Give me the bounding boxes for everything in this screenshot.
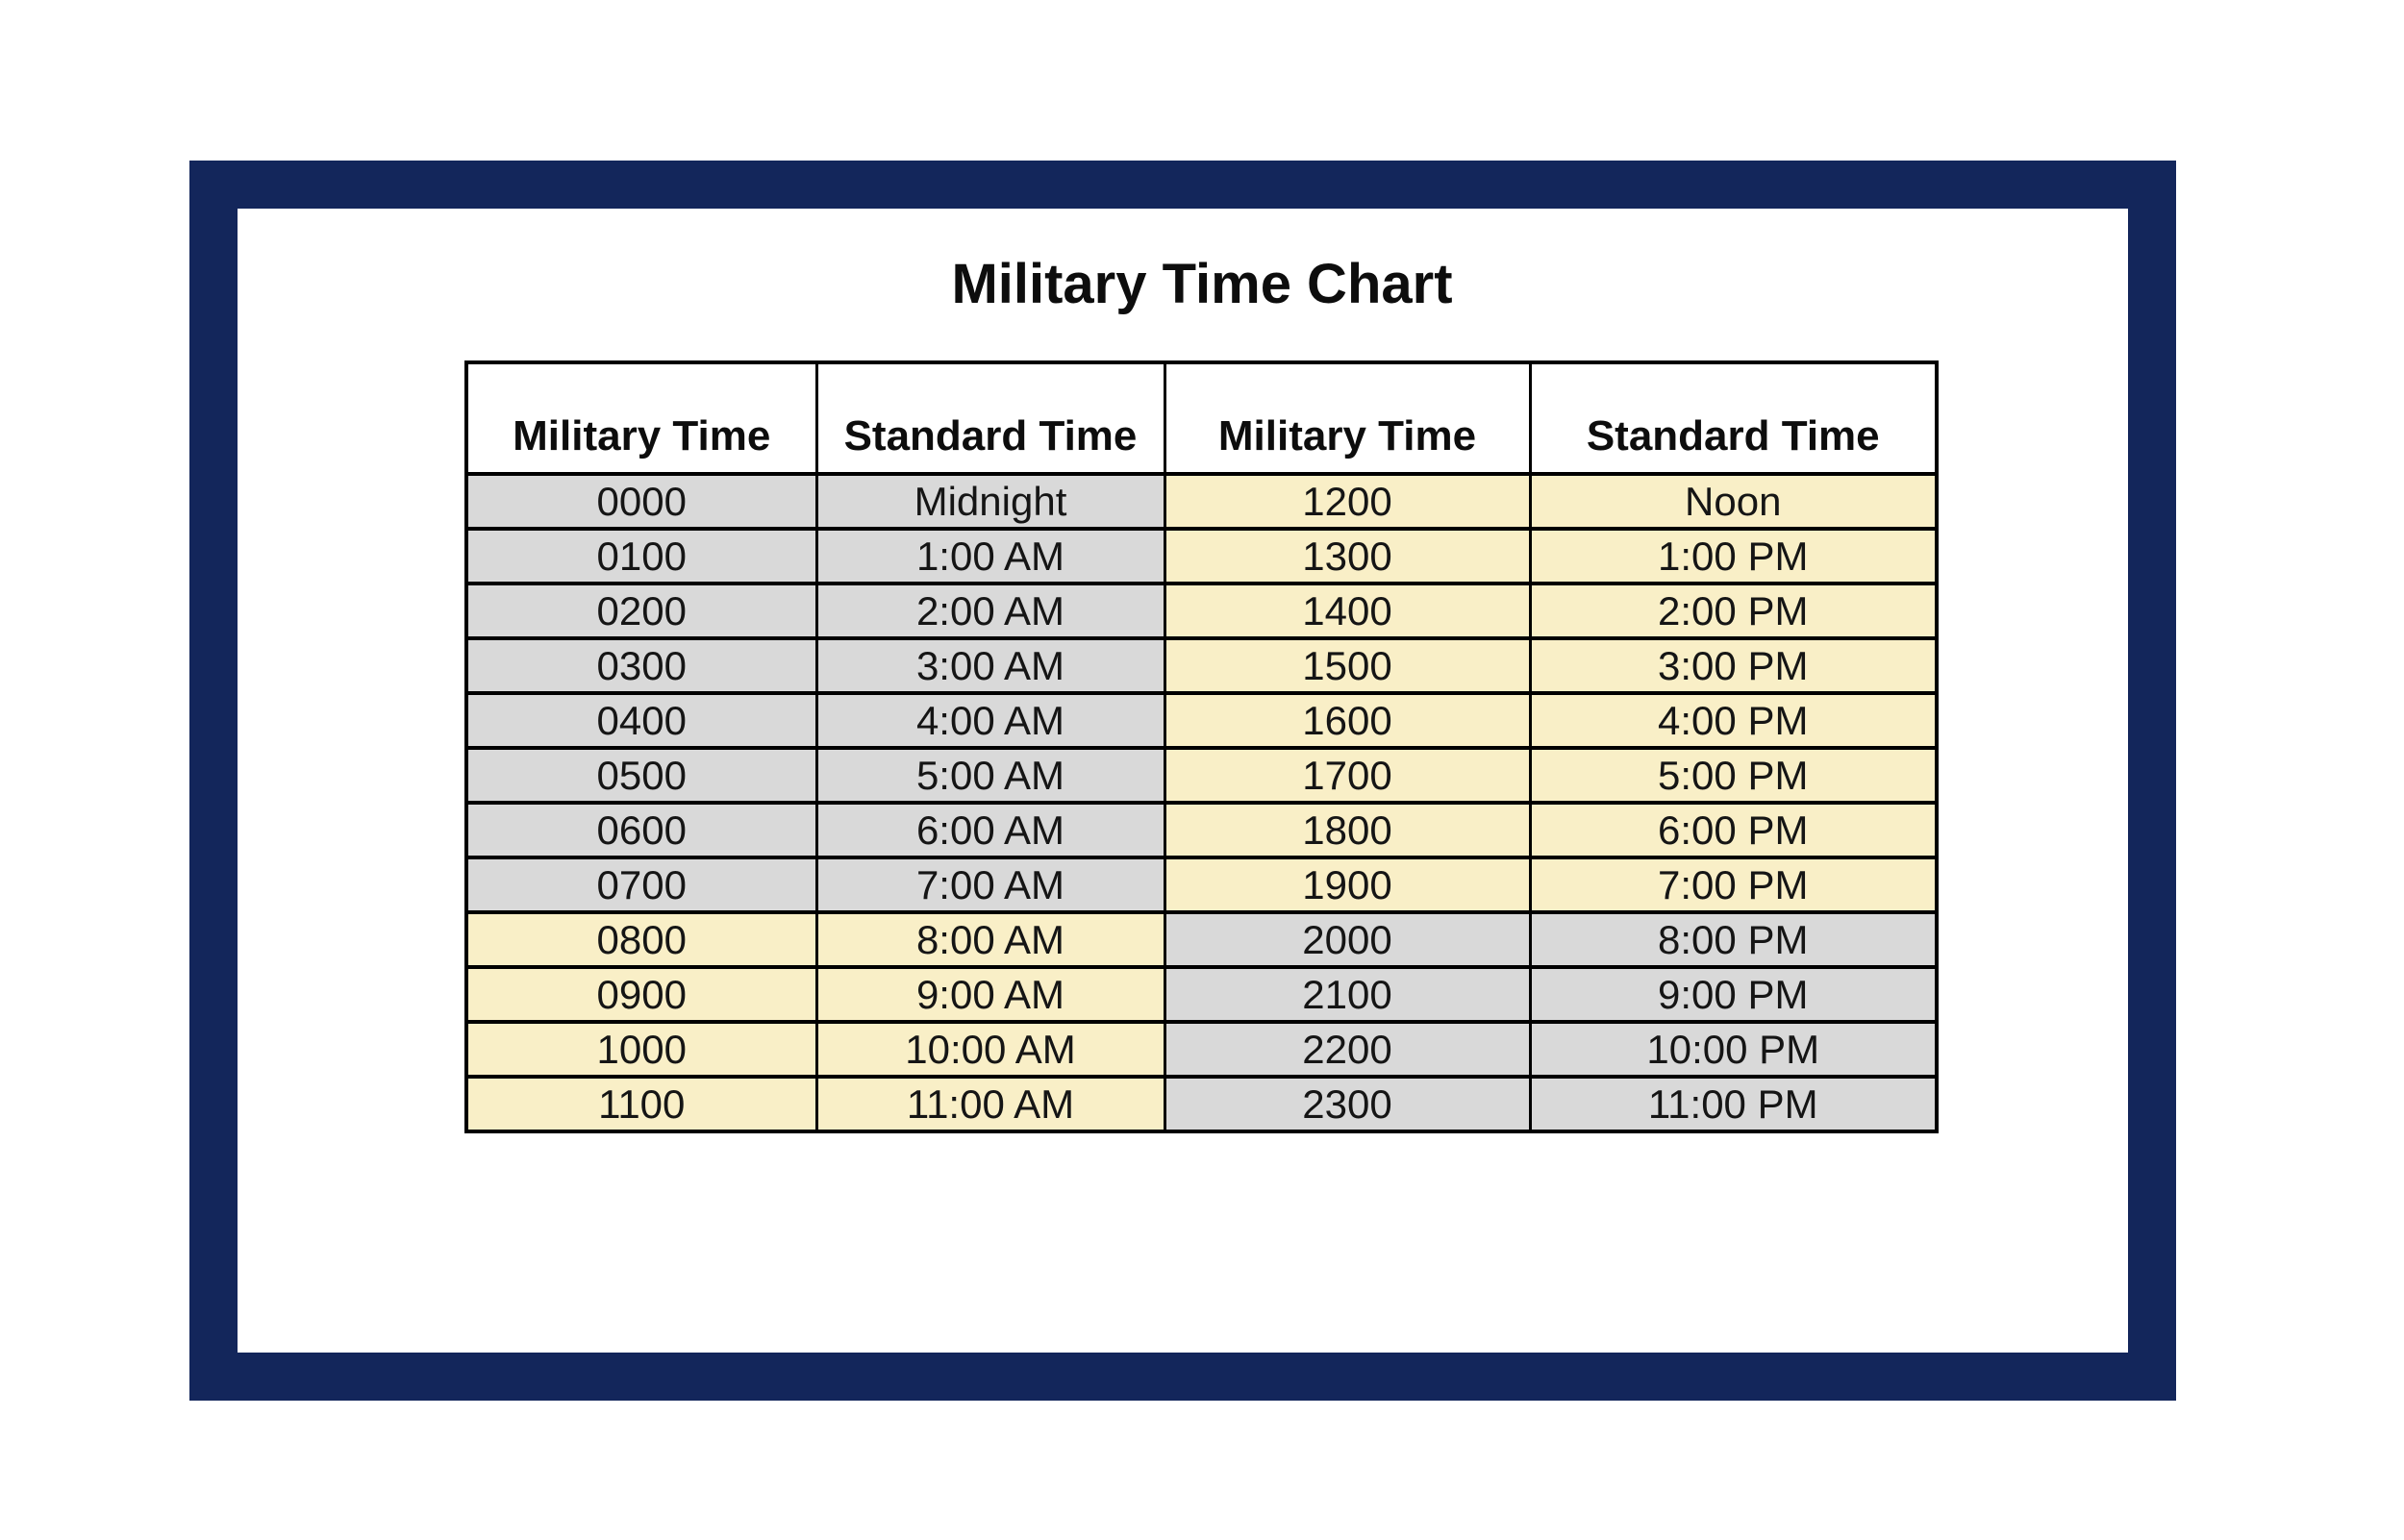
table-row (466, 584, 1937, 638)
cell-standard-time-left: 7:00 AM (816, 857, 1164, 912)
cell-standard-time-right: 9:00 PM (1530, 967, 1937, 1022)
cell-military-time-right: 1900 (1164, 857, 1530, 912)
cell-standard-time-right: 3:00 PM (1530, 638, 1937, 693)
cell-military-time-right: 1500 (1164, 638, 1530, 693)
cell-military-time-right: 1800 (1164, 803, 1530, 857)
cell-standard-time-left: 5:00 AM (816, 748, 1164, 803)
page-title: Military Time Chart (951, 253, 1453, 315)
cell-military-time-left: 1000 (466, 1022, 816, 1077)
cell-military-time-right: 1200 (1164, 474, 1530, 529)
cell-military-time-left: 0400 (466, 693, 816, 748)
cell-standard-time-left: 3:00 AM (816, 638, 1164, 693)
cell-military-time-right: 1700 (1164, 748, 1530, 803)
table-header-row (466, 362, 1937, 474)
cell-military-time-left: 0600 (466, 803, 816, 857)
cell-military-time-left: 0200 (466, 584, 816, 638)
cell-military-time-right: 1400 (1164, 584, 1530, 638)
table-row (466, 529, 1937, 584)
table-row (466, 857, 1937, 912)
cell-military-time-left: 0500 (466, 748, 816, 803)
cell-military-time-left: 0300 (466, 638, 816, 693)
cell-standard-time-left: 2:00 AM (816, 584, 1164, 638)
cell-military-time-left: 0800 (466, 912, 816, 967)
cell-standard-time-left: 9:00 AM (816, 967, 1164, 1022)
military-time-table (464, 360, 1939, 1133)
cell-standard-time-right: Noon (1530, 474, 1937, 529)
cell-standard-time-right: 1:00 PM (1530, 529, 1937, 584)
table-row (466, 693, 1937, 748)
cell-standard-time-left: 8:00 AM (816, 912, 1164, 967)
table-row (466, 748, 1937, 803)
cell-military-time-left: 1100 (466, 1077, 816, 1131)
cell-standard-time-left: Midnight (816, 474, 1164, 529)
cell-standard-time-left: 4:00 AM (816, 693, 1164, 748)
time-table-body (466, 474, 1937, 1131)
cell-military-time-right: 2100 (1164, 967, 1530, 1022)
cell-military-time-right: 1300 (1164, 529, 1530, 584)
cell-standard-time-right: 10:00 PM (1530, 1022, 1937, 1077)
cell-standard-time-right: 4:00 PM (1530, 693, 1937, 748)
table-row (466, 912, 1937, 967)
column-header-military-time-left: Military Time (466, 362, 816, 474)
cell-military-time-right: 2300 (1164, 1077, 1530, 1131)
cell-standard-time-right: 7:00 PM (1530, 857, 1937, 912)
table-row (466, 1077, 1937, 1131)
cell-military-time-left: 0900 (466, 967, 816, 1022)
cell-standard-time-left: 10:00 AM (816, 1022, 1164, 1077)
cell-military-time-left: 0100 (466, 529, 816, 584)
table-row (466, 803, 1937, 857)
column-header-standard-time-left: Standard Time (816, 362, 1164, 474)
column-header-standard-time-right: Standard Time (1530, 362, 1937, 474)
cell-standard-time-left: 1:00 AM (816, 529, 1164, 584)
table-row (466, 1022, 1937, 1077)
cell-military-time-right: 2200 (1164, 1022, 1530, 1077)
cell-standard-time-left: 11:00 AM (816, 1077, 1164, 1131)
table-row (466, 967, 1937, 1022)
cell-standard-time-right: 6:00 PM (1530, 803, 1937, 857)
cell-military-time-right: 2000 (1164, 912, 1530, 967)
cell-standard-time-right: 11:00 PM (1530, 1077, 1937, 1131)
cell-standard-time-right: 8:00 PM (1530, 912, 1937, 967)
column-header-military-time-right: Military Time (1164, 362, 1530, 474)
cell-military-time-right: 1600 (1164, 693, 1530, 748)
cell-standard-time-right: 2:00 PM (1530, 584, 1937, 638)
cell-military-time-left: 0700 (466, 857, 816, 912)
cell-standard-time-left: 6:00 AM (816, 803, 1164, 857)
cell-military-time-left: 0000 (466, 474, 816, 529)
table-row (466, 638, 1937, 693)
cell-standard-time-right: 5:00 PM (1530, 748, 1937, 803)
table-row (466, 474, 1937, 529)
